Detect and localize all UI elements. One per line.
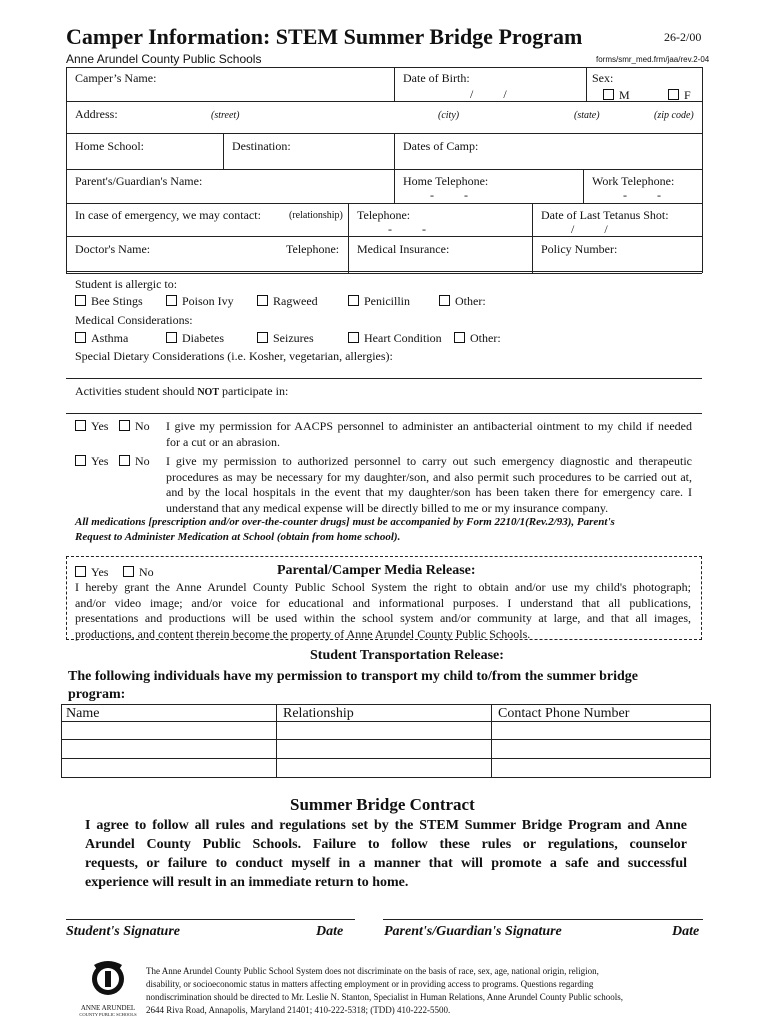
sex-label: Sex: bbox=[592, 71, 614, 85]
contract-title: Summer Bridge Contract bbox=[290, 795, 475, 814]
permission1-yes[interactable]: Yes bbox=[75, 419, 108, 433]
permission2-no[interactable]: No bbox=[119, 454, 150, 468]
relationship-hint: (relationship) bbox=[289, 210, 343, 221]
home-telephone-label: Home Telephone: bbox=[403, 174, 489, 188]
date-of-birth-label: Date of Birth: bbox=[403, 71, 470, 85]
checkbox-icon[interactable] bbox=[166, 332, 177, 343]
medication-note: All medications [prescription and/or over-the-counter drugs] must be accompanied by Form 2210/1(Rev.2/93), Parent's Request to Administer Medication at School (obtain from home school). bbox=[75, 516, 615, 543]
medical-option-seizures[interactable]: Seizures bbox=[257, 331, 314, 345]
checkbox-icon[interactable] bbox=[603, 89, 614, 100]
checkbox-icon[interactable] bbox=[257, 295, 268, 306]
column-header-contact-phone: Contact Phone Number bbox=[498, 706, 630, 721]
sex-option-female[interactable]: F bbox=[668, 88, 691, 102]
work-telephone-separators: - - bbox=[623, 188, 661, 202]
address-label: Address: bbox=[75, 107, 118, 121]
permission2-text: I give my permission to authorized personnel to carry out such emergency diagnostic and therapeutic procedures as may be necessary for my daughter/son, and also permit such procedures to be carried out at, and by the local hospitals in the event that my daughter/son has been taken there for emergency care. I understand that any medical expense will be directly billed to me or my insurance company. bbox=[166, 454, 692, 515]
form-code: 26-2/00 bbox=[664, 30, 702, 44]
allergy-option-bee-stings[interactable]: Bee Stings bbox=[75, 294, 143, 308]
permission1-no[interactable]: No bbox=[119, 419, 150, 433]
permission1-text: I give my permission for AACPS personnel to administer an antibacterial ointment to my child if needed for a cut or an abrasion. bbox=[166, 419, 692, 449]
tetanus-date-label: Date of Last Tetanus Shot: bbox=[541, 208, 669, 222]
state-hint: (state) bbox=[574, 110, 600, 121]
checkbox-icon[interactable] bbox=[668, 89, 679, 100]
checkbox-icon[interactable] bbox=[75, 295, 86, 306]
guardian-signature-date-label: Date bbox=[672, 924, 700, 939]
checkbox-icon[interactable] bbox=[454, 332, 465, 343]
destination-label: Destination: bbox=[232, 139, 291, 153]
checkbox-icon[interactable] bbox=[257, 332, 268, 343]
street-hint: (street) bbox=[211, 110, 240, 121]
checkbox-icon[interactable] bbox=[75, 455, 86, 466]
home-school-label: Home School: bbox=[75, 139, 144, 153]
allergy-option-poison-ivy[interactable]: Poison Ivy bbox=[166, 294, 234, 308]
student-signature-date-label: Date bbox=[316, 924, 344, 939]
dietary-considerations-label: Special Dietary Considerations (i.e. Kosher, vegetarian, allergies): bbox=[75, 349, 393, 363]
checkbox-icon[interactable] bbox=[75, 566, 86, 577]
column-header-name: Name bbox=[66, 706, 100, 721]
allergy-option-penicillin[interactable]: Penicillin bbox=[348, 294, 410, 308]
date-of-birth-separators: / / bbox=[470, 87, 507, 101]
form-reference: forms/smr_med.frm/jaa/rev.2-04 bbox=[596, 55, 710, 64]
doctor-telephone-label: Telephone: bbox=[286, 242, 340, 256]
media-release-title: Parental/Camper Media Release: bbox=[277, 563, 476, 578]
media-release-yes[interactable]: Yes bbox=[75, 565, 108, 579]
camper-name-label: Camper’s Name: bbox=[75, 71, 157, 85]
medical-option-diabetes[interactable]: Diabetes bbox=[166, 331, 224, 345]
column-header-relationship: Relationship bbox=[283, 706, 354, 721]
checkbox-icon[interactable] bbox=[123, 566, 134, 577]
transportation-title: Student Transportation Release: bbox=[310, 648, 504, 663]
organization-name: Anne Arundel County Public Schools bbox=[66, 52, 262, 66]
allergy-option-ragweed[interactable]: Ragweed bbox=[257, 294, 318, 308]
emergency-telephone-separators: - - bbox=[388, 222, 426, 236]
city-hint: (city) bbox=[438, 110, 460, 121]
logo-name: ANNE ARUNDEL bbox=[80, 1004, 136, 1012]
student-signature-label: Student's Signature bbox=[66, 924, 180, 939]
checkbox-icon[interactable] bbox=[119, 420, 130, 431]
logo-subname: COUNTY PUBLIC SCHOOLS bbox=[79, 1012, 137, 1017]
media-release-text: I hereby grant the Anne Arundel County Public School System the right to obtain and/or use my child's photograph; and/or video image; and/or voice for educational and informational purposes. I understand that all publications, presentations and productions will be used within the school system and/or community at large, and that all images, productions, and content therein become the property of Anne Arundel County Public Schools. bbox=[75, 580, 691, 641]
doctor-name-label: Doctor's Name: bbox=[75, 242, 151, 256]
medical-insurance-label: Medical Insurance: bbox=[357, 242, 450, 256]
page-title: Camper Information: STEM Summer Bridge Program bbox=[66, 24, 583, 49]
checkbox-icon[interactable] bbox=[348, 295, 359, 306]
guardian-name-label: Parent's/Guardian's Name: bbox=[75, 174, 203, 188]
medical-option-heart-condition[interactable]: Heart Condition bbox=[348, 331, 442, 345]
checkbox-icon[interactable] bbox=[439, 295, 450, 306]
policy-number-label: Policy Number: bbox=[541, 242, 618, 256]
media-release-no[interactable]: No bbox=[123, 565, 154, 579]
medical-considerations-label: Medical Considerations: bbox=[75, 313, 193, 327]
school-logo-icon bbox=[78, 955, 138, 999]
medical-option-asthma[interactable]: Asthma bbox=[75, 331, 128, 345]
transportation-intro: The following individuals have my permission to transport my child to/from the summer bridge program: bbox=[68, 669, 639, 702]
nondiscrimination-statement: The Anne Arundel County Public School System does not discriminate on the basis of race, sex, age, national origin, religion, disability, or socioeconomic status in matters affecting employment or in providing access to programs. Questions regarding nondiscrimination should be directed to Mr. Leslie N. Stanton, Specialist in Human Relations, Anne Arundel County Public schools, 2644 Riva Road, Annapolis, Maryland 21401; 410-222-5318; (TDD) 410-222-5500. bbox=[146, 966, 623, 1015]
zip-hint: (zip code) bbox=[654, 110, 694, 121]
dates-of-camp-label: Dates of Camp: bbox=[403, 139, 479, 153]
work-telephone-label: Work Telephone: bbox=[592, 174, 675, 188]
contract-text: I agree to follow all rules and regulations set by the STEM Summer Bridge Program and Anne Arundel County Public Schools. Failure to follow these rules or regulations, counselor requests, or failure to conduct myself in a manner that will promote a safe and successful experience will result in an immediate return to home. bbox=[85, 818, 687, 890]
sex-option-male[interactable]: M bbox=[603, 88, 630, 102]
checkbox-icon[interactable] bbox=[119, 455, 130, 466]
checkbox-icon[interactable] bbox=[75, 332, 86, 343]
allergies-label: Student is allergic to: bbox=[75, 277, 178, 291]
permission2-yes[interactable]: Yes bbox=[75, 454, 108, 468]
emergency-telephone-label: Telephone: bbox=[357, 208, 411, 222]
checkbox-icon[interactable] bbox=[75, 420, 86, 431]
emergency-contact-label: In case of emergency, we may contact: bbox=[75, 208, 261, 222]
school-logo bbox=[78, 955, 138, 1017]
checkbox-icon[interactable] bbox=[348, 332, 359, 343]
allergy-option-other[interactable]: Other: bbox=[439, 294, 486, 308]
restricted-activities-label: Activities student should NOT participate in: bbox=[75, 384, 289, 398]
tetanus-date-separators: / / bbox=[571, 222, 608, 236]
medical-option-other[interactable]: Other: bbox=[454, 331, 501, 345]
checkbox-icon[interactable] bbox=[166, 295, 177, 306]
home-telephone-separators: - - bbox=[430, 188, 468, 202]
guardian-signature-label: Parent's/Guardian's Signature bbox=[384, 924, 562, 939]
